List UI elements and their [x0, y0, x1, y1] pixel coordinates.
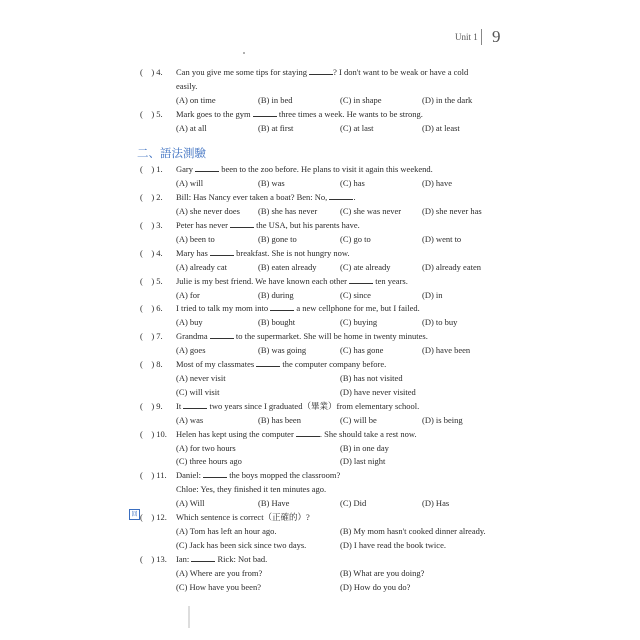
answer-option: (B) My mom hasn't cooked dinner already.	[340, 526, 486, 536]
answer-option: (C) has gone	[340, 345, 384, 355]
answer-option: (D) she never has	[422, 206, 482, 216]
question-text: Mark goes to the gym three times a week. He wants to be strong.	[176, 109, 423, 119]
question-text: Mary has breakfast. She is not hungry now.	[176, 248, 350, 258]
question-text: Bill: Has Nancy ever taken a boat? Ben: No, .	[176, 192, 356, 202]
answer-blank[interactable]	[296, 428, 320, 437]
section-title: 二、語法測驗	[137, 146, 206, 160]
answer-option: (A) been to	[176, 234, 215, 244]
question-number[interactable]: ( ) 12.	[140, 512, 167, 522]
question-text: Grandma to the supermarket. She will be home in twenty minutes.	[176, 331, 428, 341]
question-number[interactable]: ( ) 4.	[140, 248, 163, 258]
review-badge: 回	[129, 509, 140, 520]
answer-blank[interactable]	[195, 163, 219, 172]
answer-option: (B) Have	[258, 498, 290, 508]
answer-blank[interactable]	[210, 247, 234, 256]
header-divider	[481, 29, 482, 45]
answer-option: (C) buying	[340, 317, 378, 327]
answer-option: (A) Will	[176, 498, 205, 508]
question-text: Which sentence is correct（正確的）?	[176, 512, 310, 522]
answer-option: (B) she has never	[258, 206, 318, 216]
answer-option: (D) at least	[422, 123, 460, 133]
answer-option: (B) has not visited	[340, 373, 403, 383]
answer-option: (B) in one day	[340, 443, 389, 453]
question-number[interactable]: ( ) 11.	[140, 470, 167, 480]
question-text: Chloe: Yes, they finished it ten minutes ago.	[176, 484, 327, 494]
answer-option: (C) she was never	[340, 206, 402, 216]
question-number[interactable]: ( ) 7.	[140, 331, 163, 341]
answer-option: (C) since	[340, 290, 371, 300]
ink-dot	[243, 52, 245, 54]
answer-option: (C) at last	[340, 123, 374, 133]
answer-option: (B) gone to	[258, 234, 297, 244]
answer-option: (C) in shape	[340, 95, 382, 105]
question-number[interactable]: ( ) 4.	[140, 67, 163, 77]
answer-option: (C) will visit	[176, 387, 220, 397]
answer-option: (A) Where are you from?	[176, 568, 263, 578]
answer-option: (C) Jack has been sick since two days.	[176, 540, 307, 550]
answer-blank[interactable]	[349, 275, 373, 284]
answer-option: (B) eaten already	[258, 262, 317, 272]
answer-option: (A) for two hours	[176, 443, 236, 453]
answer-option: (A) Tom has left an hour ago.	[176, 526, 277, 536]
question-text: Gary been to the zoo before. He plans to visit it again this weekend.	[176, 164, 433, 174]
answer-option: (B) during	[258, 290, 294, 300]
answer-option: (B) has been	[258, 415, 301, 425]
answer-option: (D) have never visited	[340, 387, 416, 397]
answer-blank[interactable]	[183, 400, 207, 409]
answer-blank[interactable]	[203, 469, 227, 478]
question-number[interactable]: ( ) 3.	[140, 220, 163, 230]
answer-option: (D) have been	[422, 345, 471, 355]
answer-option: (D) Has	[422, 498, 450, 508]
answer-option: (A) at all	[176, 123, 207, 133]
answer-option: (B) was going	[258, 345, 307, 355]
answer-option: (C) three hours ago	[176, 456, 242, 466]
answer-option: (D) to buy	[422, 317, 458, 327]
unit-label: Unit 1	[455, 32, 478, 42]
answer-option: (A) will	[176, 178, 204, 188]
answer-option: (A) already cat	[176, 262, 227, 272]
answer-option: (A) on time	[176, 95, 216, 105]
question-text: It two years since I graduated（畢業）from elementary school.	[176, 401, 420, 411]
answer-option: (A) was	[176, 415, 204, 425]
page-number: 9	[492, 27, 501, 46]
answer-blank[interactable]	[230, 219, 254, 228]
scan-edge-mark	[188, 606, 190, 628]
question-text: Julie is my best friend. We have known each other ten years.	[176, 276, 408, 286]
answer-option: (A) never visit	[176, 373, 226, 383]
answer-blank[interactable]	[191, 553, 215, 562]
answer-option: (A) goes	[176, 345, 206, 355]
answer-option: (D) in	[422, 290, 443, 300]
answer-option: (B) at first	[258, 123, 294, 133]
question-text: Daniel: the boys mopped the classroom?	[176, 470, 341, 480]
answer-option: (D) I have read the book twice.	[340, 540, 446, 550]
question-number[interactable]: ( ) 6.	[140, 303, 163, 313]
answer-blank[interactable]	[253, 108, 277, 117]
answer-option: (A) buy	[176, 317, 203, 327]
question-number[interactable]: ( ) 9.	[140, 401, 163, 411]
answer-option: (C) go to	[340, 234, 371, 244]
answer-option: (B) What are you doing?	[340, 568, 425, 578]
question-number[interactable]: ( ) 5.	[140, 276, 163, 286]
answer-option: (D) How do you do?	[340, 582, 411, 592]
answer-blank[interactable]	[270, 302, 294, 311]
answer-option: (C) Did	[340, 498, 367, 508]
question-number[interactable]: ( ) 13.	[140, 554, 167, 564]
answer-option: (D) last night	[340, 456, 386, 466]
answer-option: (D) in the dark	[422, 95, 473, 105]
answer-option: (D) already eaten	[422, 262, 481, 272]
question-text: Peter has never the USA, but his parents have.	[176, 220, 360, 230]
answer-option: (C) has	[340, 178, 365, 188]
question-number[interactable]: ( ) 1.	[140, 164, 163, 174]
question-text: Ian: Rick: Not bad.	[176, 554, 268, 564]
answer-option: (D) is being	[422, 415, 463, 425]
question-text: Helen has kept using the computer . She should take a rest now.	[176, 429, 417, 439]
question-text: Most of my classmates the computer company before.	[176, 359, 387, 369]
answer-option: (D) have	[422, 178, 452, 188]
answer-option: (C) will be	[340, 415, 377, 425]
answer-option: (A) she never does	[176, 206, 240, 216]
answer-option: (B) was	[258, 178, 285, 188]
question-text: I tried to talk my mom into a new cellphone for me, but I failed.	[176, 303, 420, 313]
answer-blank[interactable]	[210, 330, 234, 339]
question-number[interactable]: ( ) 8.	[140, 359, 163, 369]
question-text: Can you give me some tips for staying ? I don't want to be weak or have a cold	[176, 67, 469, 77]
answer-option: (A) for	[176, 290, 200, 300]
answer-option: (D) went to	[422, 234, 462, 244]
question-number[interactable]: ( ) 5.	[140, 109, 163, 119]
question-text: easily.	[176, 81, 198, 91]
answer-option: (B) bought	[258, 317, 296, 327]
answer-blank[interactable]	[309, 66, 333, 75]
question-number[interactable]: ( ) 2.	[140, 192, 163, 202]
answer-blank[interactable]	[329, 191, 353, 200]
answer-option: (C) ate already	[340, 262, 391, 272]
answer-option: (C) How have you been?	[176, 582, 261, 592]
answer-option: (B) in bed	[258, 95, 293, 105]
answer-blank[interactable]	[256, 358, 280, 367]
question-number[interactable]: ( ) 10.	[140, 429, 167, 439]
